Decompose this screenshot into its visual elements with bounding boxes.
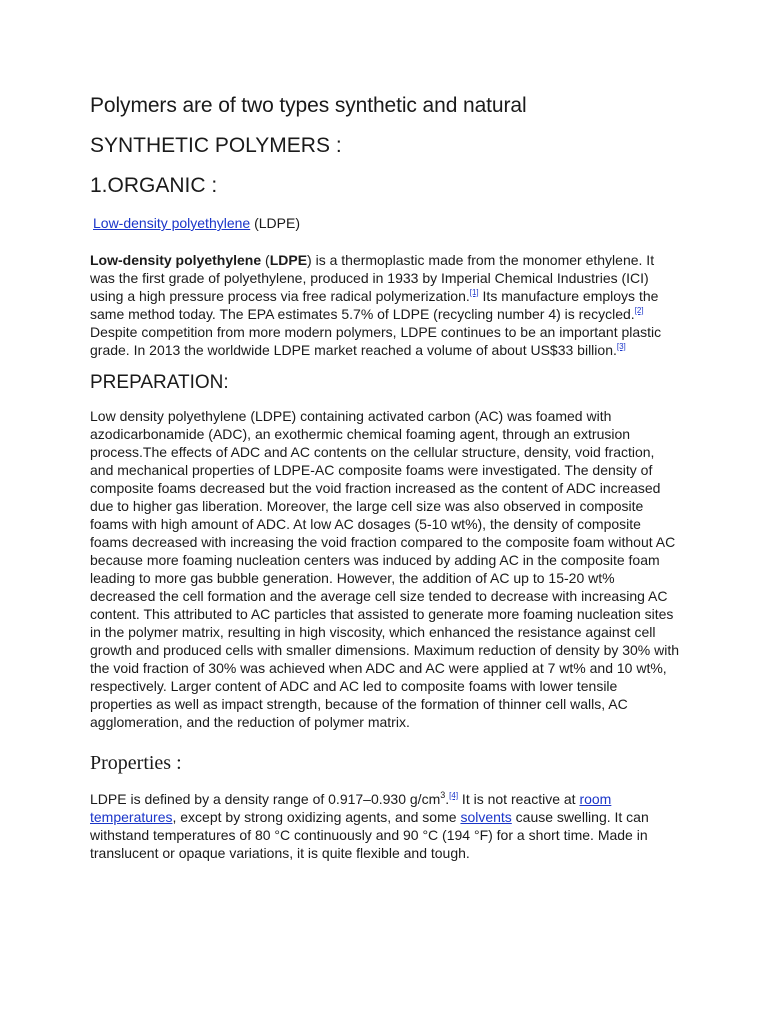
intro-text-3: Despite competition from more modern polymers, LDPE continues to be an important plastic grade. In 2013 the worldwide LDPE market reached a volume of about US$33 billion.: [90, 324, 662, 358]
properties-text-4: cause swelling. It can withstand temperatures of 80 °C continuously and 90 °C (194 °F) for a short time. Made in translucent or opaque variations, it is quite flexible and tough.: [90, 809, 649, 861]
properties-text-2: It is not reactive at: [458, 791, 580, 807]
reference-1-link[interactable]: [1]: [469, 288, 479, 297]
ldpe-intro-paragraph: [90, 251, 680, 359]
document-title: Polymers are of two types synthetic and natural: [90, 94, 527, 117]
ldpe-bold-abbr: LDPE: [269, 252, 308, 268]
ldpe-bold-name: Low-density polyethylene: [90, 252, 262, 268]
properties-heading: Properties :: [90, 752, 182, 774]
synthetic-polymers-heading: SYNTHETIC POLYMERS :: [90, 134, 342, 157]
properties-text-1b: .: [445, 791, 450, 807]
room-temperatures-link[interactable]: room temperatures: [90, 791, 612, 825]
reference-4-link[interactable]: [4]: [449, 791, 459, 800]
organic-heading: 1.ORGANIC :: [90, 174, 218, 197]
reference-3-link[interactable]: [3]: [616, 342, 626, 351]
intro-text-1: ) is a thermoplastic made from the monomer ethylene. It was the first grade of polyethylene, produced in 1933 by Imperial Chemical Industries (ICI) using a high pressure process via free radical polymerization.: [90, 252, 655, 304]
ldpe-link[interactable]: Low-density polyethylene: [93, 215, 251, 231]
intro-open-paren: (: [261, 252, 270, 268]
preparation-heading: PREPARATION:: [90, 372, 229, 393]
intro-text-2: Its manufacture employs the same method today. The EPA estimates 5.7% of LDPE (recycling number 4) is recycled.: [90, 288, 659, 322]
preparation-paragraph: Low density polyethylene (LDPE) containing activated carbon (AC) was foamed with azodicarbonamide (ADC), an exothermic chemical foaming agent, through an extrusion process.The effects of ADC and AC contents on the cellular structure, density, void fraction, and mechanical properties of LDPE-AC composite foams were investigated. The density of composite foams decreased but the void fraction increased as the content of ADC increased due to higher gas liberation. Moreover, the large cell size was also observed in composite foams with high amount of ADC. At low AC dosages (5-10 wt%), the density of composite foams decreased with increasing the void fraction compared to the composite foam without AC because more foaming nucleation centers was induced by adding AC in the composite foam leading to more gas bubble generation. However, the addition of AC up to 15-20 wt% decreased the cell formation and the average cell size tended to decrease with increasing AC content. This attributed to AC particles that assisted to generate more foaming nucleation sites in the polymer matrix, resulting in high viscosity, which enhanced the resistance against cell growth and produced cells with smaller dimensions. Maximum reduction of density by 30% with the void fraction of 30% was achieved when ADC and AC were applied at 7 wt% and 10 wt%, respectively. Larger content of ADC and AC led to composite foams with lower tensile properties as well as impact strength, because of the formation of thinner cell walls, AC agglomeration, and the reduction of polymer matrix.: [90, 408, 680, 730]
solvents-link[interactable]: solvents: [460, 809, 512, 825]
document-content: [90, 92, 680, 862]
cubic-superscript: 3: [440, 790, 446, 800]
properties-paragraph: [90, 790, 680, 862]
reference-2-link[interactable]: [2]: [634, 306, 644, 315]
properties-text-1: LDPE is defined by a density range of 0.917–0.930 g/cm: [90, 791, 441, 807]
ldpe-link-suffix: (LDPE): [250, 215, 301, 231]
ldpe-link-line: [93, 214, 680, 232]
properties-text-3: , except by strong oxidizing agents, and some: [172, 809, 461, 825]
